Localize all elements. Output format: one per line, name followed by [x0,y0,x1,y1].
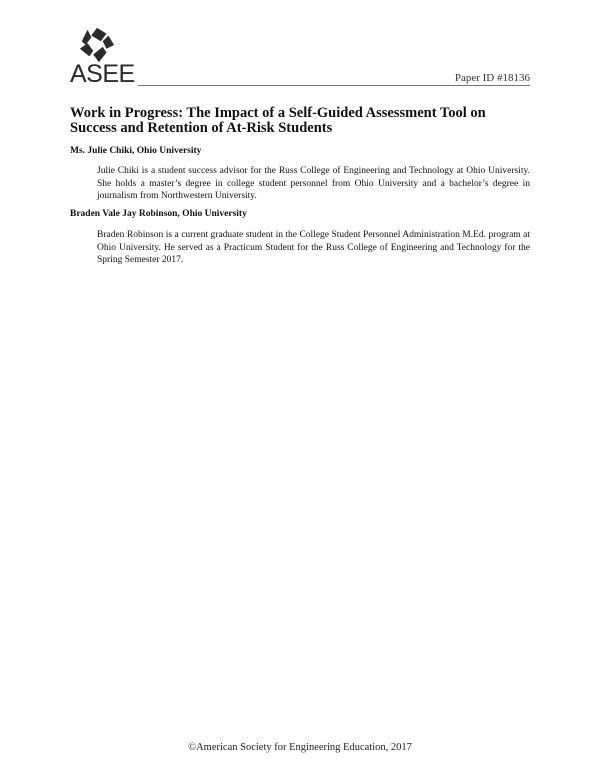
asee-logo-wordmark: ASEE [70,60,135,88]
footer-copyright: ©American Society for Engineering Education, 2017 [188,742,412,753]
paper-title: Work in Progress: The Impact of a Self-Guided Assessment Tool on Success and Retention of At-Risk Students [70,105,486,136]
author-name: Ms. Julie Chiki, Ohio University [70,146,202,156]
author-bio: Braden Robinson is a current graduate student in the College Student Personnel Administration M.Ed. program at Ohio University. He served as a Practicum Student for the Russ College of Engineering and Technology for the Spring Semester 2017. [97,230,530,265]
paper-id: Paper ID #18136 [454,72,530,84]
author-name: Braden Vale Jay Robinson, Ohio University [70,209,247,219]
asee-logo-mark-icon [78,26,116,64]
header-rule [138,85,530,86]
asee-logo [70,26,140,86]
author-bio: Julie Chiki is a student success advisor for the Russ College of Engineering and Technology at Ohio University. She holds a master’s degree in college student personnel from Ohio University and a bachelor’s degree in journalism from Northwestern University. [97,166,530,201]
